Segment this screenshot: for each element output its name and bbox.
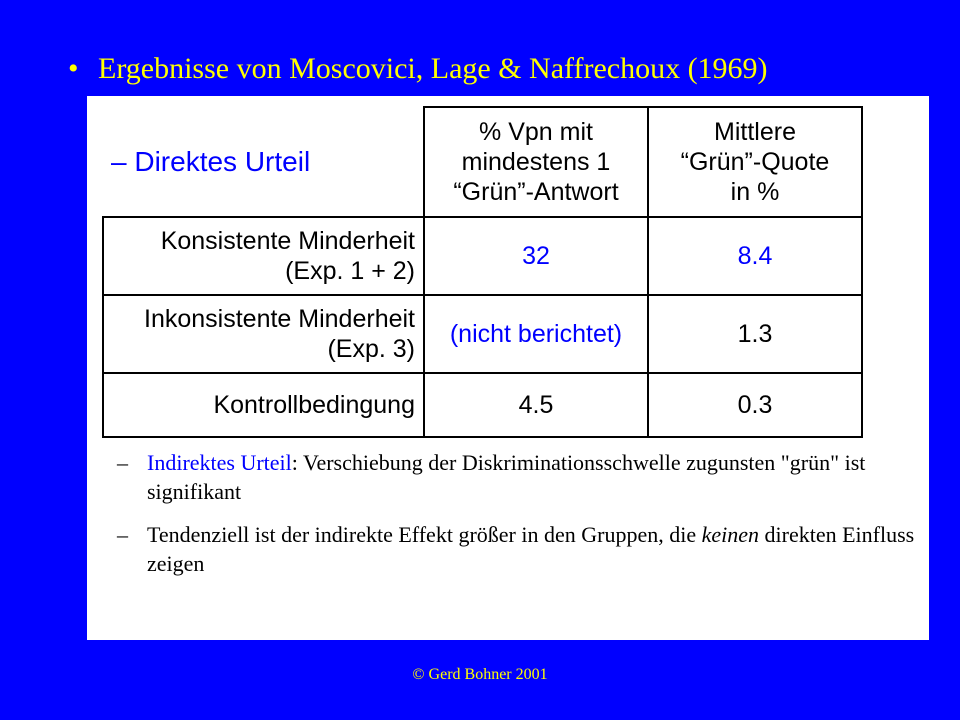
dash-icon: – bbox=[117, 522, 128, 547]
note-tendency: – Tendenziell ist der indirekte Effekt größer in den Gruppen, die keinen direkten Einfluss zeigen bbox=[117, 522, 915, 576]
header-percent-subjects: % Vpn mit mindestens 1 “Grün”-Antwort bbox=[424, 107, 648, 217]
content-panel bbox=[87, 96, 929, 640]
table-header-row bbox=[103, 107, 862, 217]
row-label-consistent: Konsistente Minderheit (Exp. 1 + 2) bbox=[103, 217, 424, 295]
notes-list bbox=[117, 448, 917, 592]
results-table bbox=[102, 106, 863, 438]
cell-inconsistent-mean: 1.3 bbox=[648, 295, 862, 373]
dash-icon: – bbox=[117, 450, 128, 475]
direct-judgment-label: – Direktes Urteil bbox=[111, 145, 311, 177]
header-mean-green-rate: Mittlere “Grün”-Quote in % bbox=[648, 107, 862, 217]
bullet-icon: • bbox=[68, 52, 79, 85]
row-label-inconsistent: Inkonsistente Minderheit (Exp. 3) bbox=[103, 295, 424, 373]
footer-copyright: © Gerd Bohner 2001 bbox=[412, 666, 548, 683]
cell-consistent-pct: 32 bbox=[424, 217, 648, 295]
row-label-control: Kontrollbedingung bbox=[103, 373, 424, 437]
table-row bbox=[103, 217, 862, 295]
slide-title bbox=[68, 52, 768, 86]
note-indirect-text: : Verschiebung der Diskriminationsschwelle zugunsten "grün" ist signifikant bbox=[147, 450, 866, 504]
table-row bbox=[103, 295, 862, 373]
slide-title-text: Ergebnisse von Moscovici, Lage & Naffrechoux (1969) bbox=[98, 52, 768, 85]
cell-control-pct: 4.5 bbox=[424, 373, 648, 437]
note-emphasis: keinen bbox=[701, 522, 759, 547]
cell-inconsistent-pct: (nicht berichtet) bbox=[424, 295, 648, 373]
note-indirect-label: Indirektes Urteil bbox=[147, 450, 292, 475]
cell-control-mean: 0.3 bbox=[648, 373, 862, 437]
table-row bbox=[103, 373, 862, 437]
cell-consistent-mean: 8.4 bbox=[648, 217, 862, 295]
note-indirect-judgment bbox=[117, 448, 917, 506]
